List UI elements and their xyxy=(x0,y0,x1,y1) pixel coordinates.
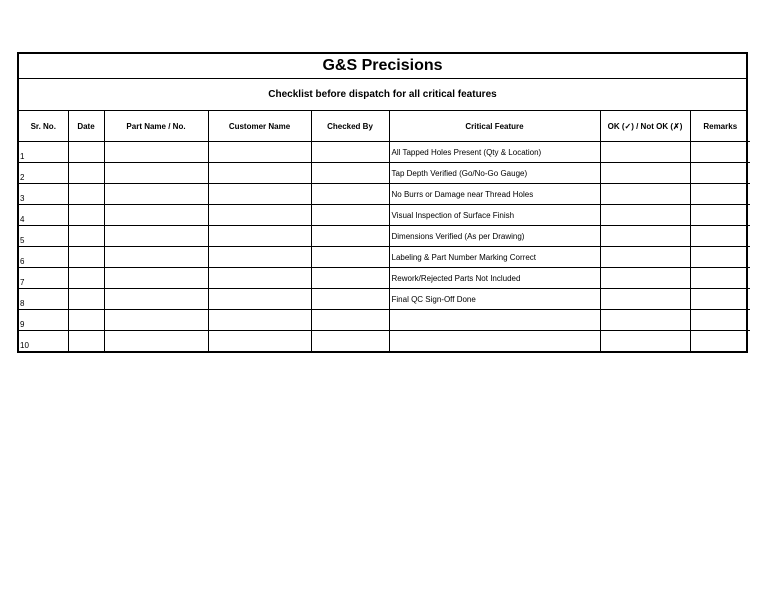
checked-by-cell[interactable] xyxy=(311,310,389,331)
remarks-cell[interactable] xyxy=(690,268,750,289)
part-name-cell[interactable] xyxy=(104,142,208,163)
table-row xyxy=(19,289,750,310)
checked-by-cell[interactable] xyxy=(311,205,389,226)
ok-status-cell[interactable] xyxy=(600,184,690,205)
table-row xyxy=(19,184,750,205)
table-row xyxy=(19,163,750,184)
customer-name-cell[interactable] xyxy=(208,268,311,289)
date-cell[interactable] xyxy=(68,310,104,331)
checked-by-cell[interactable] xyxy=(311,163,389,184)
critical-feature-cell xyxy=(389,331,600,352)
remarks-cell[interactable] xyxy=(690,226,750,247)
date-cell[interactable] xyxy=(68,289,104,310)
customer-name-cell[interactable] xyxy=(208,205,311,226)
date-cell[interactable] xyxy=(68,247,104,268)
checked-by-cell[interactable] xyxy=(311,289,389,310)
remarks-cell[interactable] xyxy=(690,163,750,184)
company-title: G&S Precisions xyxy=(19,54,746,79)
checked-by-cell[interactable] xyxy=(311,226,389,247)
col-header-critical-feature: Critical Feature xyxy=(389,111,600,142)
ok-status-cell[interactable] xyxy=(600,142,690,163)
customer-name-cell[interactable] xyxy=(208,310,311,331)
ok-status-cell[interactable] xyxy=(600,247,690,268)
customer-name-cell[interactable] xyxy=(208,226,311,247)
remarks-cell[interactable] xyxy=(690,331,750,352)
part-name-cell[interactable] xyxy=(104,268,208,289)
ok-status-cell[interactable] xyxy=(600,310,690,331)
remarks-cell[interactable] xyxy=(690,289,750,310)
header-row xyxy=(19,111,750,142)
customer-name-cell[interactable] xyxy=(208,331,311,352)
col-header-ok-not-ok: OK (✓) / Not OK (✗) xyxy=(600,111,690,142)
part-name-cell[interactable] xyxy=(104,184,208,205)
customer-name-cell[interactable] xyxy=(208,163,311,184)
customer-name-cell[interactable] xyxy=(208,184,311,205)
ok-status-cell[interactable] xyxy=(600,163,690,184)
checklist-subtitle: Checklist before dispatch for all critical features xyxy=(19,79,746,111)
part-name-cell[interactable] xyxy=(104,310,208,331)
table-row xyxy=(19,226,750,247)
table-row xyxy=(19,142,750,163)
checked-by-cell[interactable] xyxy=(311,331,389,352)
date-cell[interactable] xyxy=(68,331,104,352)
critical-feature-cell: Labeling & Part Number Marking Correct xyxy=(389,247,600,268)
table-row xyxy=(19,247,750,268)
checklist-table xyxy=(19,111,750,351)
date-cell[interactable] xyxy=(68,163,104,184)
table-row xyxy=(19,268,750,289)
date-cell[interactable] xyxy=(68,205,104,226)
date-cell[interactable] xyxy=(68,268,104,289)
customer-name-cell[interactable] xyxy=(208,289,311,310)
checked-by-cell[interactable] xyxy=(311,247,389,268)
ok-status-cell[interactable] xyxy=(600,205,690,226)
remarks-cell[interactable] xyxy=(690,205,750,226)
ok-status-cell[interactable] xyxy=(600,226,690,247)
date-cell[interactable] xyxy=(68,142,104,163)
sr-no-cell: 1 xyxy=(19,142,68,163)
ok-status-cell[interactable] xyxy=(600,289,690,310)
date-cell[interactable] xyxy=(68,226,104,247)
part-name-cell[interactable] xyxy=(104,205,208,226)
critical-feature-cell: Visual Inspection of Surface Finish xyxy=(389,205,600,226)
critical-feature-cell: Dimensions Verified (As per Drawing) xyxy=(389,226,600,247)
critical-feature-cell: All Tapped Holes Present (Qty & Location) xyxy=(389,142,600,163)
part-name-cell[interactable] xyxy=(104,289,208,310)
table-row xyxy=(19,205,750,226)
col-header-remarks: Remarks xyxy=(690,111,750,142)
customer-name-cell[interactable] xyxy=(208,247,311,268)
sr-no-cell: 6 xyxy=(19,247,68,268)
critical-feature-cell: Tap Depth Verified (Go/No-Go Gauge) xyxy=(389,163,600,184)
part-name-cell[interactable] xyxy=(104,226,208,247)
sr-no-cell: 10 xyxy=(19,331,68,352)
checked-by-cell[interactable] xyxy=(311,142,389,163)
part-name-cell[interactable] xyxy=(104,163,208,184)
sr-no-cell: 9 xyxy=(19,310,68,331)
sr-no-cell: 7 xyxy=(19,268,68,289)
col-header-checked-by: Checked By xyxy=(311,111,389,142)
col-header-part-name: Part Name / No. xyxy=(104,111,208,142)
table-row xyxy=(19,331,750,352)
col-header-customer-name: Customer Name xyxy=(208,111,311,142)
part-name-cell[interactable] xyxy=(104,331,208,352)
remarks-cell[interactable] xyxy=(690,247,750,268)
critical-feature-cell xyxy=(389,310,600,331)
ok-status-cell[interactable] xyxy=(600,268,690,289)
sr-no-cell: 4 xyxy=(19,205,68,226)
remarks-cell[interactable] xyxy=(690,142,750,163)
checklist-sheet xyxy=(17,52,748,353)
table-row xyxy=(19,310,750,331)
critical-feature-cell: Final QC Sign-Off Done xyxy=(389,289,600,310)
sr-no-cell: 3 xyxy=(19,184,68,205)
sr-no-cell: 5 xyxy=(19,226,68,247)
customer-name-cell[interactable] xyxy=(208,142,311,163)
sr-no-cell: 2 xyxy=(19,163,68,184)
checked-by-cell[interactable] xyxy=(311,268,389,289)
critical-feature-cell: No Burrs or Damage near Thread Holes xyxy=(389,184,600,205)
part-name-cell[interactable] xyxy=(104,247,208,268)
ok-status-cell[interactable] xyxy=(600,331,690,352)
checked-by-cell[interactable] xyxy=(311,184,389,205)
critical-feature-cell: Rework/Rejected Parts Not Included xyxy=(389,268,600,289)
col-header-sr-no: Sr. No. xyxy=(19,111,68,142)
remarks-cell[interactable] xyxy=(690,310,750,331)
date-cell[interactable] xyxy=(68,184,104,205)
col-header-date: Date xyxy=(68,111,104,142)
remarks-cell[interactable] xyxy=(690,184,750,205)
sr-no-cell: 8 xyxy=(19,289,68,310)
